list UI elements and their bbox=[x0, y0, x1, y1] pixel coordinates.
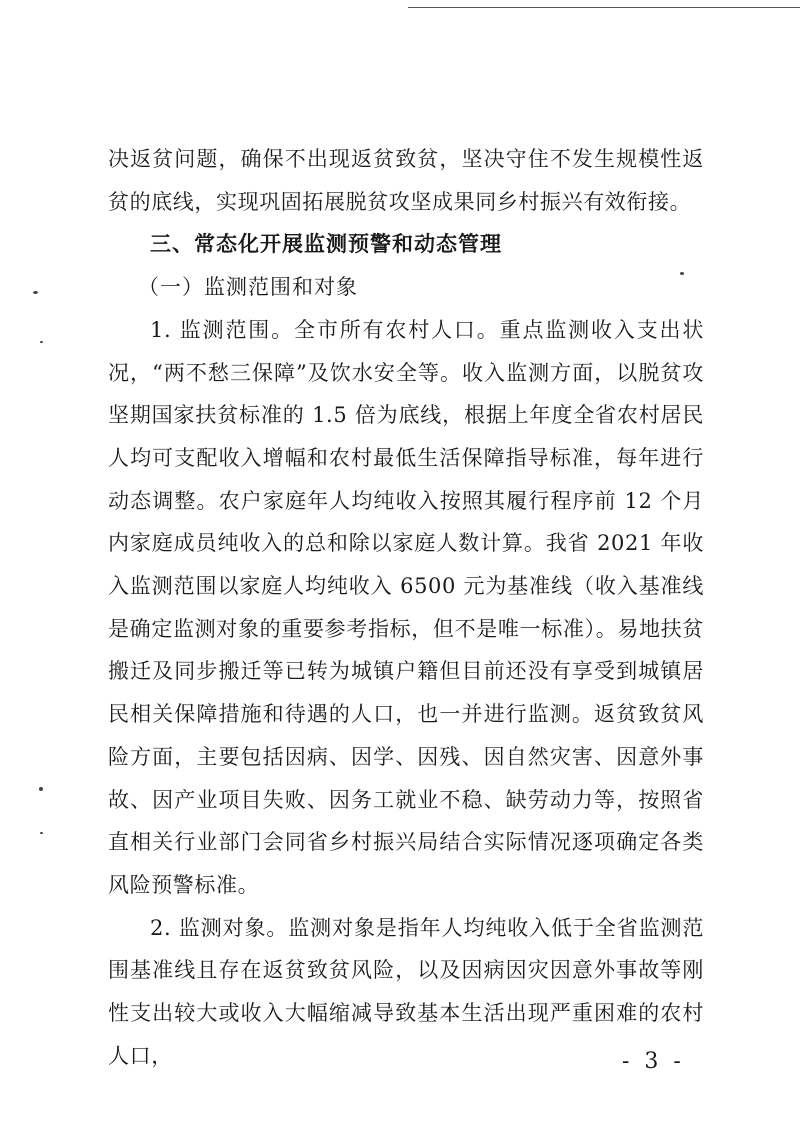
paragraph-monitoring-scope: 1. 监测范围。全市所有农村人口。重点监测收入支出状况，“两不愁三保障”及饮水安全等。收入监测方面，以脱贫攻坚期国家扶贫标准的 1.5 倍为底线，根据上年度全省农村居民人均可支配收入增幅和农村最低生活保障指导标准，每年进行动态调整。农户家庭年人均纯收入按照其履行程序前 12 个月内家庭成员纯收入的总和除以家庭人数计算。我省 2021 年收入监测范围以家庭人均纯收入 6500 元为基准线（收入基准线是确定监测对象的重要参考指标，但不是唯一标准）。易地扶贫搬迁及同步搬迁等已转为城镇户籍但目前还没有享受到城镇居民相关保障措施和待遇的人口，也一并进行监测。返贫致贫风险方面，主要包括因病、因学、因残、因自然灾害、因意外事故、因产业项目失败、因务工就业不稳、缺劳动力等，按照省直相关行业部门会同省乡村振兴局结合实际情况逐项确定各类风险预警标准。 bbox=[108, 317, 704, 897]
paragraph-monitoring-target: 2. 监测对象。监测对象是指年人均纯收入低于全省监测范围基准线且存在返贫致贫风险，以及因病因灾因意外事故等刚性支出较大或收入大幅缩减导致基本生活出现严重困难的农村人口， bbox=[108, 915, 704, 1068]
page-number: - 3 - bbox=[622, 1049, 685, 1074]
scan-speck bbox=[39, 787, 43, 791]
top-edge-rule bbox=[408, 7, 800, 8]
document-body bbox=[108, 138, 704, 1077]
paragraph-continuation: 决返贫问题，确保不出现返贫致贫，坚决守住不发生规模性返贫的底线，实现巩固拓展脱贫攻坚成果同乡村振兴有效衔接。 bbox=[108, 147, 704, 214]
section-heading: 三、常态化开展监测预警和动态管理 bbox=[150, 231, 502, 257]
scan-speck bbox=[40, 832, 43, 834]
scan-speck bbox=[33, 291, 38, 294]
scan-speck bbox=[40, 341, 43, 343]
subsection-heading: （一）监测范围和对象 bbox=[138, 275, 358, 300]
